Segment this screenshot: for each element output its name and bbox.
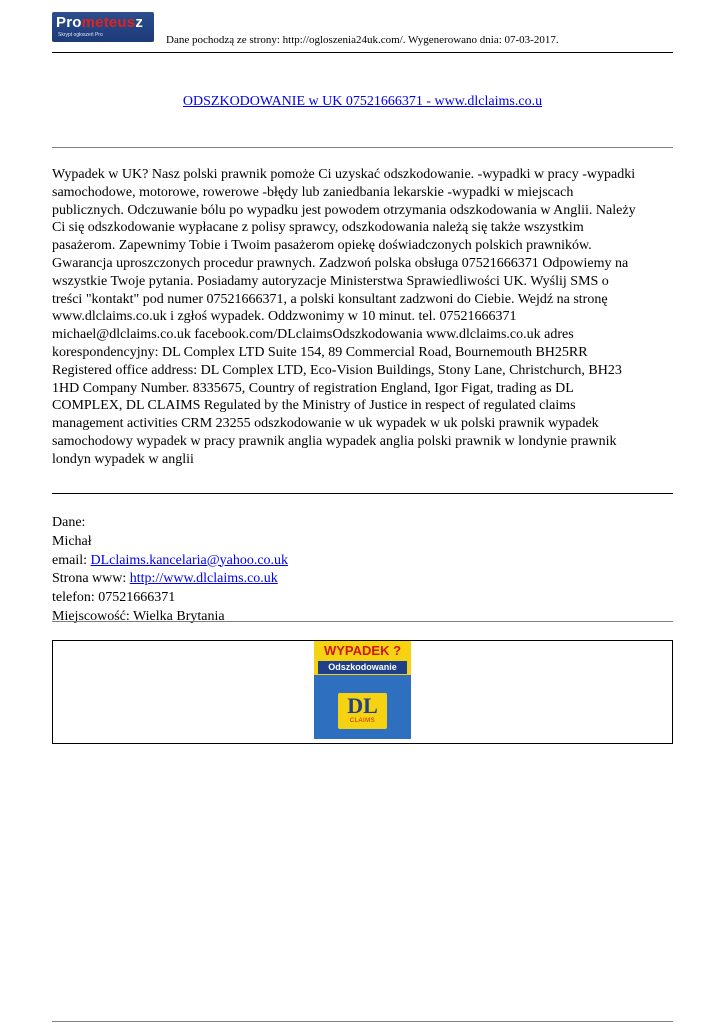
description-line: korespondencyjny: DL Complex LTD Suite 154, 89 Commercial Road, Bournemouth BH25RR [52, 344, 588, 360]
email-label: email: [52, 552, 91, 568]
contact-heading: Dane: [52, 515, 86, 530]
logo-part-c: z [135, 14, 144, 31]
source-info: Dane pochodzą ze strony: http://ogloszenia24uk.com/. Wygenerowano dnia: 07-03-2017. [166, 34, 559, 46]
www-label: Strona www: [52, 571, 130, 587]
logo-part-b: meteus [81, 14, 136, 31]
description-line: management activities CRM 23255 odszkodowanie w uk wypadek w uk polski prawnik wypadek [52, 416, 599, 432]
description-line: Ci się odszkodowanie wypłacane z polisy sprawcy, odszkodowania należą się także wszystkim [52, 220, 584, 236]
logo-part-a: Pro [56, 14, 82, 31]
description-line: publicznych. Odczuwanie bólu po wypadku jest powodem otrzymania odszkodowania w Anglii. Należy [52, 202, 636, 218]
description-line: michael@dlclaims.co.uk facebook.com/DLclaimsOdszkodowania www.dlclaims.co.uk adres [52, 327, 574, 343]
description-line: Wypadek w UK? Nasz polski prawnik pomoże Ci uzyskać odszkodowanie. -wypadki w pracy -wypadki [52, 167, 636, 182]
description-line: wszystkie Twoje pytania. Posiadamy autoryzacje Ministerstwa Sprawiedliwości UK. Wyślij SMS o [52, 273, 609, 289]
description-line: samochodowe, motorowe, rowerowe -błędy lub zaniedbania lekarskie -wypadki w miejscach [52, 184, 574, 200]
ad-banner: Odszkodowanie [318, 661, 407, 674]
contact-email-row [52, 552, 288, 571]
description-line: Registered office address: DL Complex LTD, Eco-Vision Buildings, Stony Lane, Christchurch, BH23 [52, 362, 622, 378]
contact-details [52, 514, 288, 627]
description-line: londyn wypadek w anglii [52, 451, 194, 467]
description-line: COMPLEX, DL CLAIMS Regulated by the Ministry of Justice in respect of regulated claims [52, 398, 576, 414]
dl-claims-ad-image [314, 641, 411, 739]
logo-tagline: Skrypt ogłoszeń Pro [58, 32, 103, 38]
title-divider [52, 147, 673, 148]
image-frame [52, 640, 673, 744]
dl-logo-subtext: CLAIMS [349, 718, 376, 724]
website-link[interactable]: http://www.dlclaims.co.uk [129, 571, 278, 587]
description-divider [52, 493, 673, 494]
description-line: Gwarancja uproszczonych procedur prawnych. Zadzwoń polska obsługa 07521666371 Odpowiemy na [52, 255, 629, 271]
contact-www-row [52, 570, 288, 589]
description-line: treści "kontakt" pod numer 07521666371, a polski konsultant zadzwoni do Ciebie. Wejdź na stronę [52, 291, 608, 307]
description-line: www.dlclaims.co.uk i zgłoś wypadek. Oddzwonimy w 10 minut. tel. 07521666371 [52, 309, 517, 325]
description-line: pasażerom. Zapewnimy Tobie i Twoim pasażerom opiekę doświadczonych polskich prawników. [52, 238, 592, 254]
email-link[interactable]: DLclaims.kancelaria@yahoo.co.uk [90, 552, 289, 568]
listing-description [52, 166, 673, 469]
logo-wordmark [56, 14, 143, 31]
ad-headline: WYPADEK ? [323, 643, 402, 658]
contact-city: Miejscowość: Wielka Brytania [52, 608, 225, 624]
dl-logo-text: DL [347, 693, 378, 718]
listing-title-link[interactable]: ODSZKODOWANIE w UK 07521666371 - www.dlclaims.co.u [182, 94, 543, 109]
prometeusz-logo [52, 12, 154, 42]
footer-divider [52, 1021, 673, 1022]
contact-phone: telefon: 07521666371 [52, 590, 176, 606]
contact-divider [52, 621, 673, 622]
header-divider [52, 52, 673, 53]
description-line: 1HD Company Number. 8335675, Country of registration England, Igor Figat, trading as DL [52, 380, 574, 396]
contact-name: Michał [52, 533, 92, 549]
description-line: samochodowy wypadek w pracy prawnik anglia wypadek anglia polski prawnik w londynie prawnik [52, 433, 617, 449]
dl-claims-logo [338, 693, 387, 729]
